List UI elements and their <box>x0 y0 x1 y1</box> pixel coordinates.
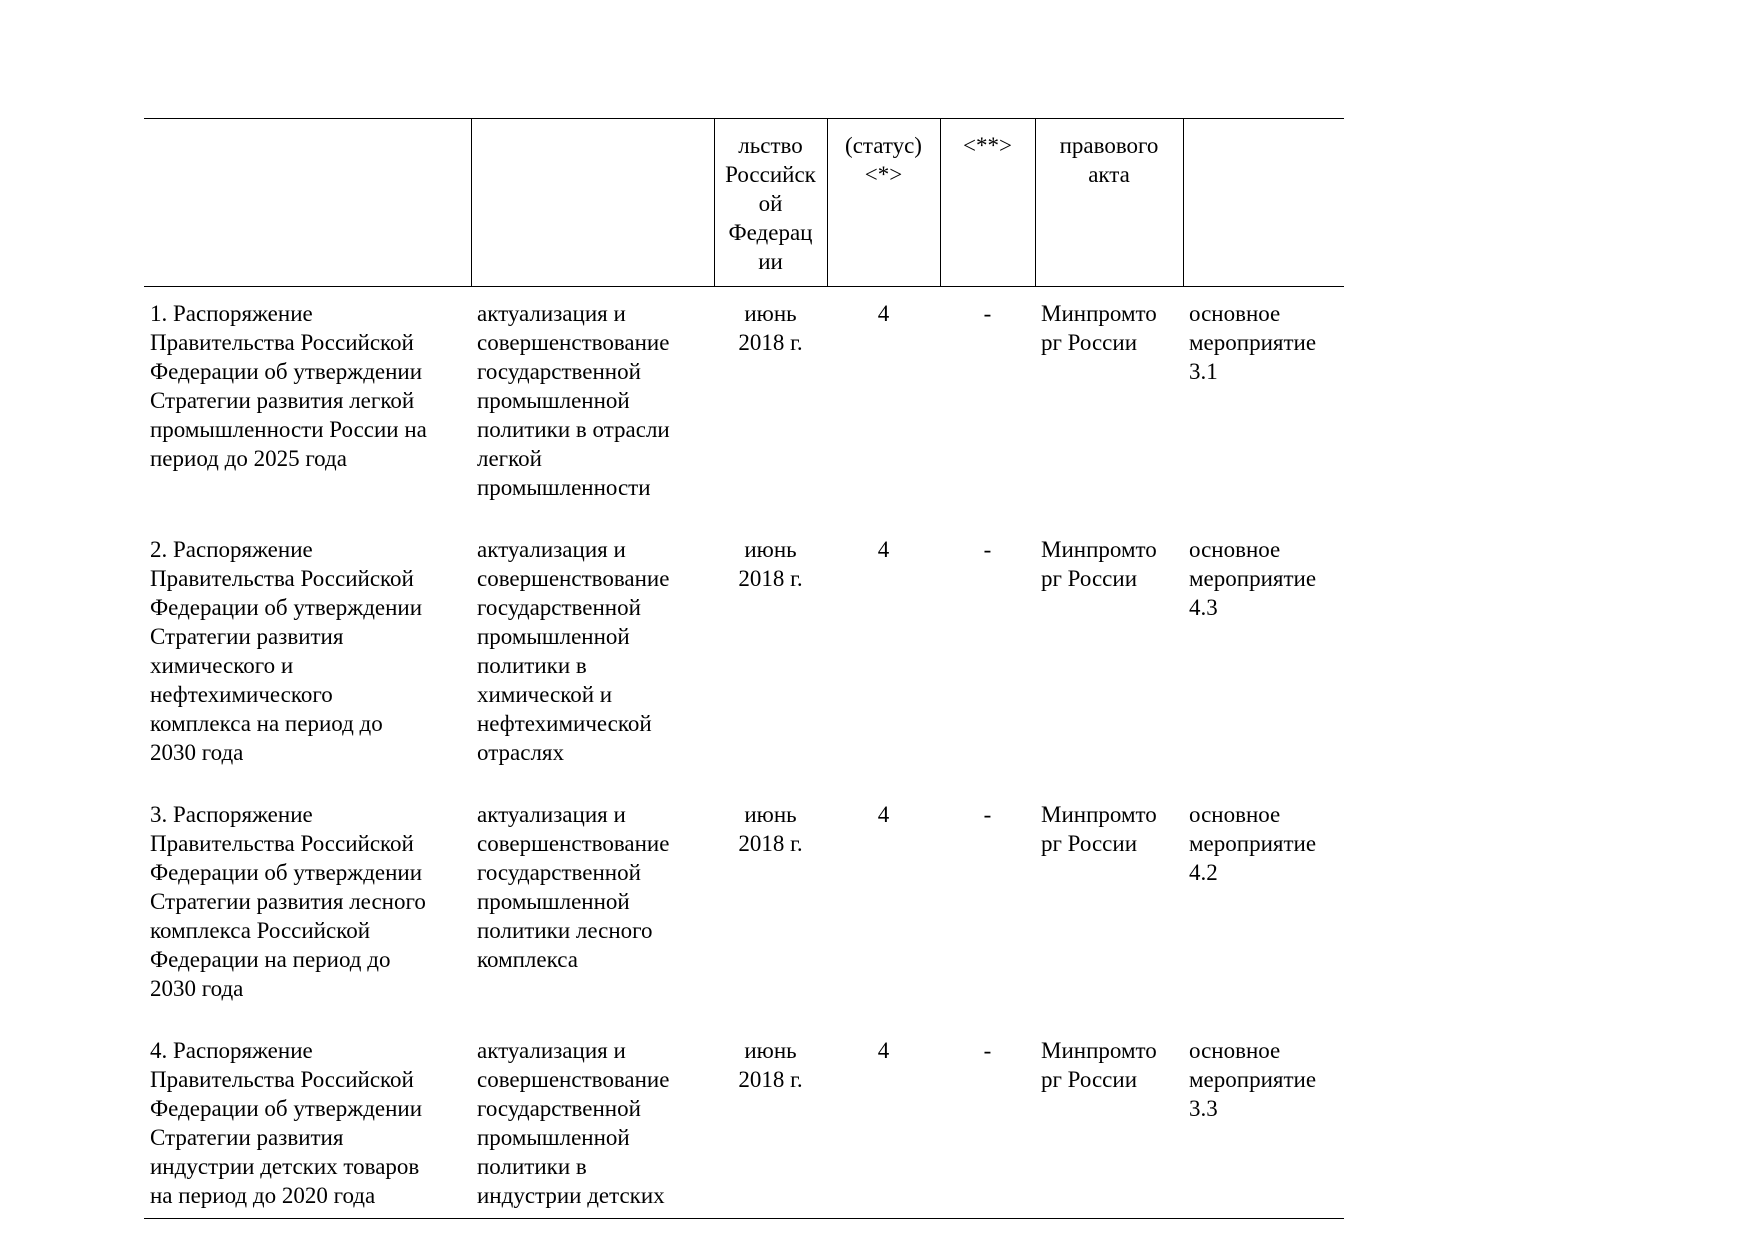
act-mark: - <box>983 301 992 326</box>
act-status: 4 <box>827 1024 940 1219</box>
table-header <box>144 119 1344 287</box>
act-date: июнь 2018 г. <box>738 537 803 591</box>
table-body <box>144 287 1344 1219</box>
header-activity <box>1183 119 1344 287</box>
act-activity: основное мероприятие 3.1 <box>1189 301 1317 384</box>
table-row <box>144 1024 1344 1219</box>
act-executor: Минпромто рг России <box>1041 301 1157 355</box>
table-row <box>144 788 1344 1024</box>
act-date: июнь 2018 г. <box>714 1024 827 1219</box>
act-name: 1. Распоряжение Правительства Российской Федерации об утверждении Стратегии развития легкой промышленности России на период до 2025 года <box>150 301 427 471</box>
act-mark: - <box>940 1024 1035 1219</box>
act-name: 3. Распоряжение Правительства Российской Федерации об утверждении Стратегии развития лесного комплекса Российской Федерации на период до 2030 года <box>150 802 426 1001</box>
act-status: 4 <box>877 802 890 827</box>
act-date: июнь 2018 г. <box>738 802 803 856</box>
act-activity: основное мероприятие 4.2 <box>1189 802 1317 885</box>
header-row <box>144 119 1344 287</box>
header-act-name <box>144 119 471 287</box>
act-goal: актуализация и совершенствование государственной промышленной политики в индустрии детских <box>471 1024 714 1219</box>
act-date: июнь 2018 г. <box>738 301 803 355</box>
act-name: 4. Распоряжение Правительства Российской Федерации об утверждении Стратегии развития индустрии детских товаров на период до 2020 года <box>144 1024 471 1219</box>
header-status: (статус) <*> <box>827 119 940 287</box>
act-mark: - <box>983 537 992 562</box>
table-row <box>144 523 1344 788</box>
act-name: 2. Распоряжение Правительства Российской Федерации об утверждении Стратегии развития химического и нефтехимического комплекса на период до 2030 года <box>150 537 423 765</box>
legal-acts-table <box>144 118 1344 1219</box>
act-activity: основное мероприятие 3.3 <box>1183 1024 1344 1219</box>
act-mark: - <box>983 802 992 827</box>
act-goal: актуализация и совершенствование государственной промышленной политики лесного комплекса <box>477 802 670 972</box>
act-status: 4 <box>877 301 890 326</box>
act-executor: Минпромто рг России <box>1035 1024 1183 1219</box>
header-goal <box>471 119 714 287</box>
act-goal: актуализация и совершенствование государственной промышленной политики в химической и нефтехимической отраслях <box>477 537 670 765</box>
header-government: льство Российск ой Федерац ии <box>714 119 827 287</box>
act-status: 4 <box>877 537 890 562</box>
header-note: <**> <box>940 119 1035 287</box>
act-goal: актуализация и совершенствование государственной промышленной политики в отрасли легкой промышленности <box>477 301 670 500</box>
act-executor: Минпромто рг России <box>1041 802 1157 856</box>
act-executor: Минпромто рг России <box>1041 537 1157 591</box>
act-activity: основное мероприятие 4.3 <box>1189 537 1317 620</box>
table-row <box>144 287 1344 524</box>
header-legal-act: правового акта <box>1035 119 1183 287</box>
